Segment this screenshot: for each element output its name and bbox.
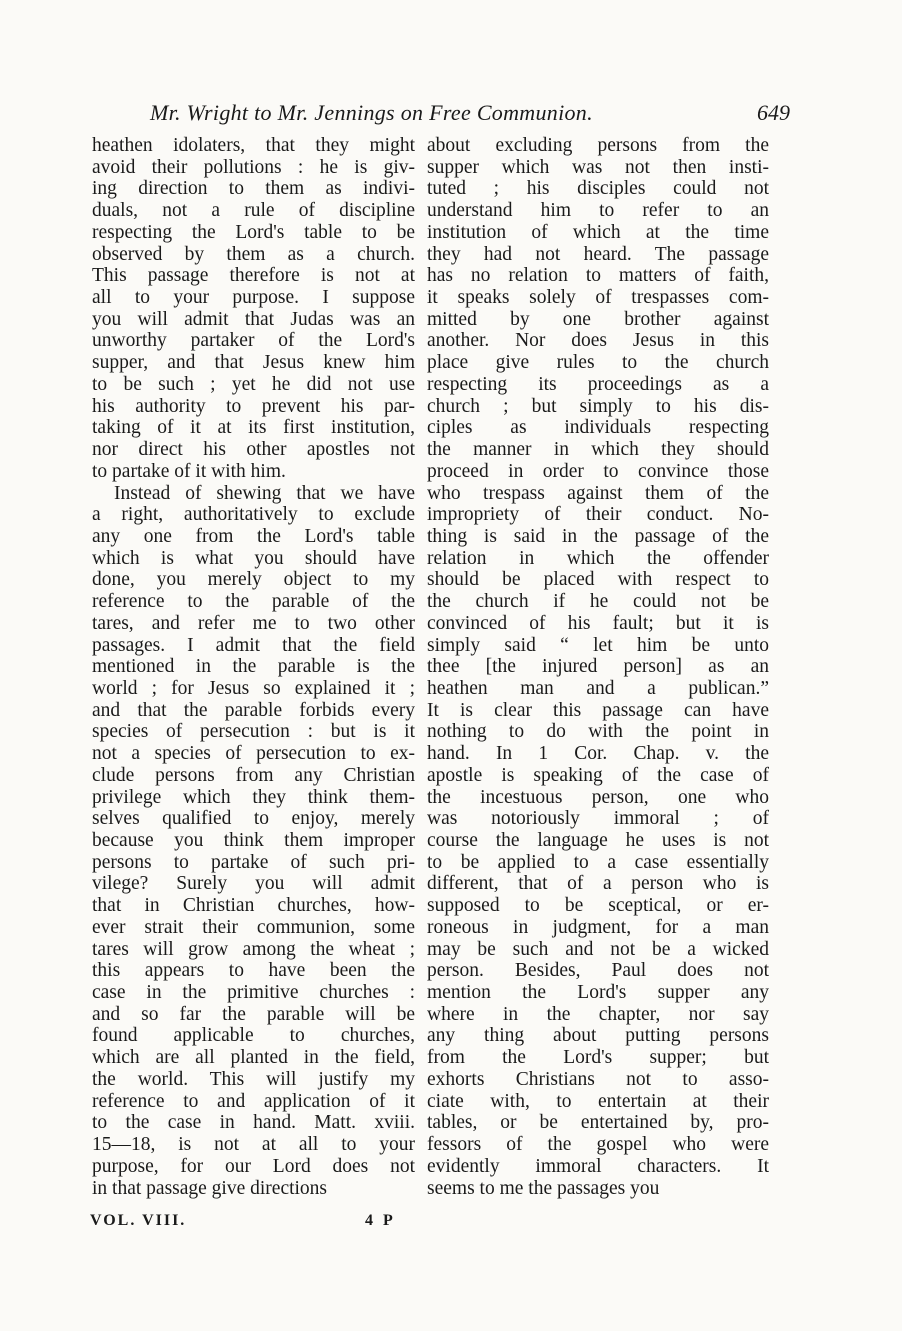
text-line: because you think them improper	[92, 830, 415, 851]
text-line: nor direct his other apostles not	[92, 439, 415, 461]
text-line: taking of it at its first institution,	[92, 417, 415, 439]
text-line: supper, and that Jesus knew him	[92, 352, 415, 374]
text-line: This passage therefore is not at	[92, 265, 415, 287]
text-line: observed by them as a church.	[92, 243, 415, 265]
text-line: the church if he could not be	[427, 591, 769, 613]
text-line: to the case in hand. Matt. xviii.	[92, 1112, 415, 1134]
text-line: clude persons from any Christian	[92, 764, 415, 786]
text-line: ciples as individuals respecting	[427, 417, 769, 439]
text-line: and that the parable forbids every	[92, 699, 415, 721]
text-line: they had not heard. The passage	[427, 243, 769, 265]
text-line: exhorts Christians not to asso-	[427, 1068, 769, 1090]
text-line: convinced of his fault; but it is	[427, 612, 769, 634]
text-line: this appears to have been the	[92, 960, 415, 982]
text-line: the world. This will justify my	[92, 1068, 415, 1090]
text-line: found applicable to churches,	[92, 1025, 415, 1047]
text-line: tables, or be entertained by, pro-	[427, 1112, 769, 1134]
text-line: about excluding persons from the	[427, 135, 769, 156]
text-line: his authority to prevent his par-	[92, 395, 415, 417]
text-line: selves qualified to enjoy, merely	[92, 808, 415, 830]
text-line: mitted by one brother against	[427, 308, 769, 330]
text-line: reference to the parable of the	[92, 591, 415, 613]
text-line: from the Lord's supper; but	[427, 1047, 769, 1069]
text-line: evidently immoral characters. It	[427, 1155, 769, 1177]
text-line: a right, authoritatively to exclude	[92, 504, 415, 526]
text-line: impropriety of their conduct. No-	[427, 504, 769, 526]
text-line: respecting the Lord's table to be	[92, 221, 415, 243]
text-line: it speaks solely of trespasses com-	[427, 287, 769, 309]
text-line: to be such ; yet he did not use	[92, 373, 415, 395]
text-line: roneous in judgment, for a man	[427, 916, 769, 938]
text-line: not a species of persecution to ex-	[92, 743, 415, 765]
text-line: simply said “ let him be unto	[427, 634, 769, 656]
text-line: you will admit that Judas was an	[92, 308, 415, 330]
text-line: has no relation to matters of faith,	[427, 265, 769, 287]
text-line: case in the primitive churches :	[92, 982, 415, 1004]
text-line: vilege? Surely you will admit	[92, 873, 415, 895]
text-line: tares will grow among the wheat ;	[92, 938, 415, 960]
text-line: species of persecution : but is it	[92, 721, 415, 743]
text-line: seems to me the passages you	[427, 1177, 660, 1199]
text-line: world ; for Jesus so explained it ;	[92, 677, 415, 699]
text-line: that in Christian churches, how-	[92, 895, 415, 917]
text-line: to be applied to a case essentially	[427, 851, 769, 873]
volume-label: VOL. VIII.	[90, 1212, 187, 1229]
text-line: passages. I admit that the field	[92, 634, 415, 656]
text-line: unworthy partaker of the Lord's	[92, 330, 415, 352]
text-line: avoid their pollutions : he is giv-	[92, 156, 415, 178]
text-line: nothing to do with the point in	[427, 721, 769, 743]
text-line: proceed in order to convince those	[427, 460, 769, 482]
text-line: heathen idolaters, that they might	[92, 135, 415, 156]
text-line: purpose, for our Lord does not	[92, 1155, 415, 1177]
text-line: the incestuous person, one who	[427, 786, 769, 808]
text-line: ever strait their communion, some	[92, 916, 415, 938]
text-line: the manner in which they should	[427, 439, 769, 461]
text-line: any thing about putting persons	[427, 1025, 769, 1047]
text-line: fessors of the gospel who were	[427, 1134, 769, 1156]
text-line: tares, and refer me to two other	[92, 612, 415, 634]
text-line: relation in which the offender	[427, 547, 769, 569]
page-number: 649	[757, 100, 790, 125]
text-line: place give rules to the church	[427, 352, 769, 374]
text-line: to partake of it with him.	[92, 460, 286, 482]
text-line: duals, not a rule of discipline	[92, 200, 415, 222]
text-line: church ; but simply to his dis-	[427, 395, 769, 417]
text-line: institution of which at the time	[427, 221, 769, 243]
text-line: apostle is speaking of the case of	[427, 764, 769, 786]
right-text-column	[427, 135, 769, 1199]
text-line: thing is said in the passage of the	[427, 525, 769, 547]
text-line: should be placed with respect to	[427, 569, 769, 591]
text-line: and so far the parable will be	[92, 1003, 415, 1025]
running-title: Mr. Wright to Mr. Jennings on Free Communion.	[150, 100, 593, 125]
text-line: in that passage give directions	[92, 1177, 328, 1199]
text-line: was notoriously immoral ; of	[427, 808, 769, 830]
text-line: reference to and application of it	[92, 1090, 415, 1112]
text-line: where in the chapter, nor say	[427, 1003, 769, 1025]
page-footer	[90, 1212, 420, 1236]
left-text-column	[92, 135, 415, 1199]
text-line: ing direction to them as indivi-	[92, 178, 415, 200]
text-line: privilege which they think them-	[92, 786, 415, 808]
text-line: which are all planted in the field,	[92, 1047, 415, 1069]
text-line: heathen man and a publican.”	[427, 677, 769, 699]
text-line: different, that of a person who is	[427, 873, 769, 895]
text-line: tuted ; his disciples could not	[427, 178, 769, 200]
text-line: may be such and not be a wicked	[427, 938, 769, 960]
text-line: all to your purpose. I suppose	[92, 287, 415, 309]
text-line: ciate with, to entertain at their	[427, 1090, 769, 1112]
text-line: supper which was not then insti-	[427, 156, 769, 178]
signature-mark: 4 P	[365, 1212, 396, 1229]
text-line: respecting its proceedings as a	[427, 373, 769, 395]
text-line: supposed to be sceptical, or er-	[427, 895, 769, 917]
text-line: which is what you should have	[92, 547, 415, 569]
text-line: mentioned in the parable is the	[92, 656, 415, 678]
text-line: hand. In 1 Cor. Chap. v. the	[427, 743, 769, 765]
text-line: another. Nor does Jesus in this	[427, 330, 769, 352]
page-header	[150, 100, 790, 128]
text-line: Instead of shewing that we have	[114, 482, 415, 504]
text-line: course the language he uses is not	[427, 830, 769, 851]
text-line: understand him to refer to an	[427, 200, 769, 222]
text-line: persons to partake of such pri-	[92, 851, 415, 873]
text-line: who trespass against them of the	[427, 482, 769, 504]
text-line: 15—18, is not at all to your	[92, 1134, 415, 1156]
text-line: It is clear this passage can have	[427, 699, 769, 721]
text-line: any one from the Lord's table	[92, 525, 415, 547]
text-line: mention the Lord's supper any	[427, 982, 769, 1004]
text-line: thee [the injured person] as an	[427, 656, 769, 678]
text-line: person. Besides, Paul does not	[427, 960, 769, 982]
text-line: done, you merely object to my	[92, 569, 415, 591]
